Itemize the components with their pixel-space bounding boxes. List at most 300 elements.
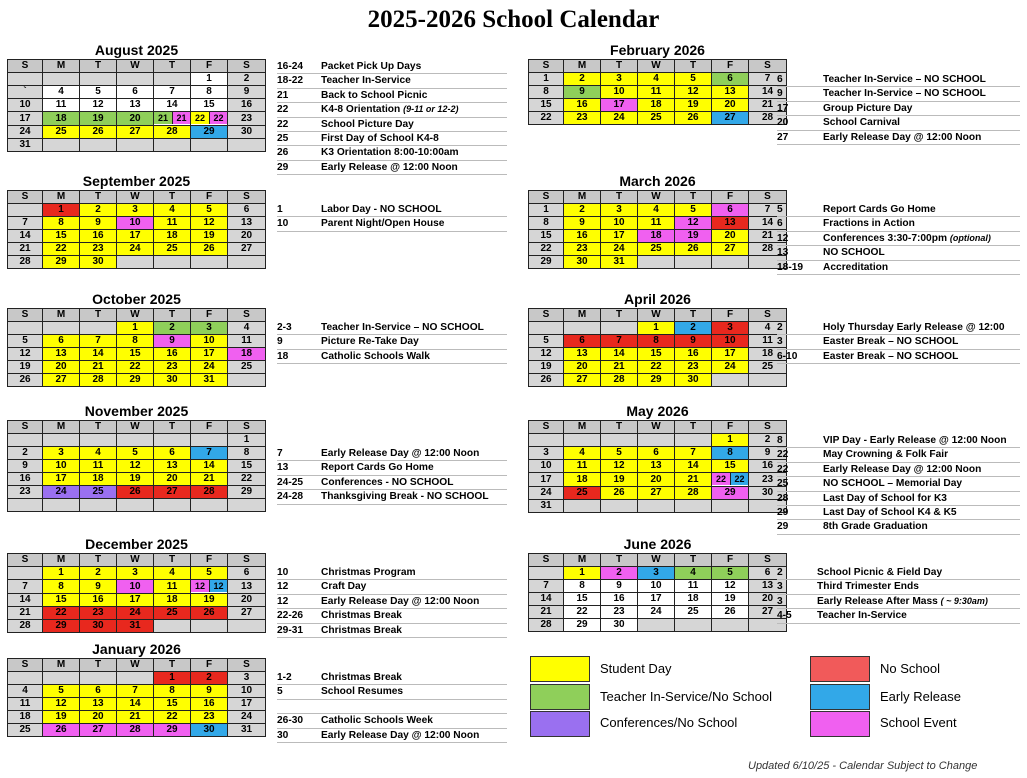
weekday-header: W: [638, 60, 675, 73]
legend-label: Conferences/No School: [600, 715, 738, 730]
month-block: [528, 173, 787, 269]
day-cell: 8: [638, 335, 675, 348]
event-date: 2-3: [277, 322, 292, 333]
month-title: June 2026: [623, 536, 692, 552]
event-note: (9-11 or 12-2): [403, 104, 459, 115]
week-row: [529, 86, 787, 99]
day-cell: 23: [154, 361, 191, 374]
event-date: 26: [277, 147, 289, 159]
day-cell: 10: [601, 86, 638, 99]
week-row: [529, 374, 787, 387]
weekday-header: F: [712, 60, 749, 73]
day-cell: [749, 374, 787, 387]
event-item: [277, 60, 507, 74]
day-cell: 12: [117, 460, 154, 473]
weekday-header: M: [43, 309, 80, 322]
event-item: [777, 520, 1020, 534]
day-cell: 5: [601, 447, 638, 460]
event-item: [277, 335, 507, 349]
event-title: Teacher In-Service: [817, 610, 907, 622]
event-date: 20: [777, 117, 789, 129]
day-cell: [154, 139, 191, 152]
day-cell: 27: [117, 126, 154, 139]
day-cell: 5: [80, 86, 117, 99]
week-row: [8, 698, 266, 711]
event-title: Accreditation: [823, 261, 889, 273]
day-cell: 23: [191, 711, 228, 724]
month-grid: [7, 59, 266, 152]
day-cell: 21: [191, 473, 228, 486]
day-cell: 25: [228, 361, 266, 374]
day-cell: 5: [43, 685, 80, 698]
event-date: 12: [277, 595, 289, 607]
day-cell: [191, 499, 228, 512]
day-cell: 16: [8, 473, 43, 486]
week-row: [8, 322, 266, 335]
event-item: [277, 74, 507, 88]
day-cell: 4: [154, 567, 191, 580]
weekday-header: M: [43, 421, 80, 434]
day-cell: 2: [675, 322, 712, 335]
day-cell: 22: [638, 361, 675, 374]
day-cell: 5: [8, 335, 43, 348]
day-cell: 16: [675, 348, 712, 361]
day-cell: [675, 434, 712, 447]
event-date: 7: [277, 448, 283, 459]
week-row: [529, 460, 787, 473]
day-cell: 30: [228, 126, 266, 139]
day-cell: 27: [564, 374, 601, 387]
week-row: [8, 447, 266, 460]
day-cell: 4: [675, 567, 712, 580]
day-cell: [117, 672, 154, 685]
day-cell: 17: [43, 473, 80, 486]
month-block: [7, 536, 266, 633]
day-cell: 12: [8, 348, 43, 361]
day-cell: 18: [154, 230, 191, 243]
week-row: [529, 322, 787, 335]
event-title: K4-8 Orientation: [321, 104, 401, 116]
day-cell: 14: [80, 348, 117, 361]
weekday-header: S: [8, 191, 43, 204]
day-cell: 18: [564, 473, 601, 487]
day-cell: 25: [564, 487, 601, 500]
day-cell: 4: [638, 73, 675, 86]
weekday-header: T: [675, 191, 712, 204]
day-cell: 11: [564, 460, 601, 473]
event-item: [777, 609, 1020, 623]
weekday-header: F: [191, 191, 228, 204]
day-cell: 29: [529, 256, 564, 269]
day-cell: 2: [228, 73, 266, 86]
day-cell: 1: [564, 567, 601, 580]
day-cell: 2: [564, 204, 601, 217]
day-cell: 7: [529, 580, 564, 593]
day-cell: 13: [638, 460, 675, 473]
day-cell: [8, 204, 43, 217]
weekday-header: S: [8, 421, 43, 434]
event-title: Last Day of School K4 & K5: [823, 506, 957, 518]
day-cell: 14: [675, 460, 712, 473]
day-cell: 21: [749, 230, 787, 243]
event-item: [277, 566, 507, 580]
event-date: 18-22: [277, 75, 304, 87]
day-cell: 7: [749, 73, 787, 86]
event-date: 22: [777, 449, 789, 461]
weekday-header: T: [601, 309, 638, 322]
week-row: [529, 447, 787, 460]
weekday-header: F: [191, 421, 228, 434]
event-item: [777, 232, 1020, 246]
day-cell: 27: [749, 606, 787, 619]
day-cell: 27: [154, 486, 191, 499]
event-title: Early Release Day @ 12:00 Noon: [321, 448, 480, 459]
day-cell: 17: [117, 594, 154, 607]
event-item: [777, 492, 1020, 506]
week-row: [8, 217, 266, 230]
event-item: [777, 566, 1020, 580]
day-cell: 5: [675, 204, 712, 217]
weekday-header: W: [117, 309, 154, 322]
event-date: 3: [777, 581, 783, 593]
day-cell: 1: [712, 434, 749, 447]
event-item: [777, 350, 1020, 364]
day-cell: 11: [43, 99, 80, 112]
day-cell: 15: [529, 99, 564, 112]
day-cell: [712, 473, 749, 487]
event-item: [277, 146, 507, 160]
day-cell: 9: [80, 217, 117, 230]
legend-label: Early Release: [880, 689, 961, 704]
month-grid: [528, 420, 787, 513]
day-cell: [43, 499, 80, 512]
weekday-header: W: [638, 191, 675, 204]
day-cell: [638, 619, 675, 632]
day-cell: 7: [191, 447, 228, 460]
week-row: [8, 580, 266, 594]
day-cell: 1: [117, 322, 154, 335]
weekday-header: S: [749, 421, 787, 434]
event-title: Early Release @ 12:00 Noon: [321, 161, 458, 173]
weekday-header: T: [601, 421, 638, 434]
day-cell: 14: [154, 99, 191, 112]
event-list: [777, 321, 1020, 364]
weekday-header: W: [117, 659, 154, 672]
day-cell: 27: [43, 374, 80, 387]
day-cell: 18: [8, 711, 43, 724]
event-date: 27: [777, 131, 789, 143]
weekday-header: S: [529, 554, 564, 567]
day-cell: 6: [712, 204, 749, 217]
day-cell: 12: [712, 580, 749, 593]
month-block: [7, 173, 266, 269]
weekday-header: F: [712, 554, 749, 567]
day-cell: [43, 73, 80, 86]
event-date: 3: [777, 595, 783, 607]
week-row: [8, 567, 266, 580]
week-row: [8, 724, 266, 737]
day-cell: 13: [154, 460, 191, 473]
event-item: [777, 321, 1020, 335]
day-cell: 18: [638, 99, 675, 112]
day-cell: [601, 500, 638, 513]
weekday-header: F: [712, 421, 749, 434]
day-cell: 20: [228, 594, 266, 607]
weekday-header: F: [191, 309, 228, 322]
day-cell: 10: [529, 460, 564, 473]
day-cell: [117, 139, 154, 152]
event-item: [277, 217, 507, 231]
day-cell: 15: [117, 348, 154, 361]
day-cell: 21: [117, 711, 154, 724]
event-title: First Day of School K4-8: [321, 132, 439, 144]
day-cell: 27: [228, 243, 266, 256]
day-cell: 22: [228, 473, 266, 486]
day-cell: 13: [712, 217, 749, 230]
event-list: [777, 566, 1020, 624]
day-cell: 15: [564, 593, 601, 606]
day-cell-half: 21: [154, 112, 172, 124]
day-cell: 23: [80, 607, 117, 620]
day-cell: 6: [749, 567, 787, 580]
weekday-header: S: [8, 554, 43, 567]
day-cell: 26: [529, 374, 564, 387]
day-cell: 11: [638, 86, 675, 99]
day-cell: 22: [154, 711, 191, 724]
day-cell: 27: [228, 607, 266, 620]
event-date: 16-24: [277, 61, 304, 72]
event-title: Packet Pick Up Days: [321, 61, 422, 72]
day-cell: [638, 434, 675, 447]
day-cell: 7: [8, 580, 43, 594]
weekday-header: W: [638, 421, 675, 434]
day-cell: 10: [601, 217, 638, 230]
event-item: [777, 116, 1020, 130]
day-cell: 9: [675, 335, 712, 348]
day-cell: 1: [529, 73, 564, 86]
day-cell: [8, 73, 43, 86]
day-cell: 14: [117, 698, 154, 711]
day-cell: 17: [529, 473, 564, 487]
month-grid: [7, 658, 266, 737]
day-cell: [154, 434, 191, 447]
legend-swatch-teacher-inservice: [530, 684, 590, 710]
weekday-header: W: [117, 554, 154, 567]
weekday-header: M: [564, 309, 601, 322]
day-cell: 29: [43, 620, 80, 633]
week-row: [529, 434, 787, 447]
day-cell: 12: [675, 217, 712, 230]
event-title: Easter Break – NO SCHOOL: [823, 350, 959, 362]
week-row: [529, 73, 787, 86]
event-title: Christmas Break: [321, 610, 402, 622]
weekday-header: M: [43, 659, 80, 672]
week-row: [8, 139, 266, 152]
day-cell: 6: [154, 447, 191, 460]
week-row: [8, 620, 266, 633]
month-grid: [7, 553, 266, 633]
event-item: [277, 700, 507, 714]
event-title: Teacher In-Service: [321, 75, 411, 87]
day-cell: 1: [529, 204, 564, 217]
day-cell: 27: [712, 112, 749, 125]
day-cell: [564, 434, 601, 447]
day-cell: 30: [80, 620, 117, 633]
day-cell: 31: [8, 139, 43, 152]
day-cell: 30: [749, 487, 787, 500]
day-cell-half: 21: [172, 112, 190, 124]
day-cell: [43, 672, 80, 685]
day-cell: [117, 434, 154, 447]
day-cell: 28: [8, 256, 43, 269]
day-cell-half: 22: [191, 112, 209, 124]
month-block: [7, 641, 266, 737]
weekday-header: S: [749, 191, 787, 204]
day-cell: 22: [117, 361, 154, 374]
day-cell: 3: [117, 204, 154, 217]
event-item: [277, 89, 507, 103]
event-list: [777, 434, 1020, 535]
weekday-header: S: [228, 659, 266, 672]
day-cell: 24: [601, 112, 638, 125]
event-item: [277, 671, 507, 685]
day-cell: 16: [564, 230, 601, 243]
day-cell: 28: [749, 112, 787, 125]
event-title: Catholic Schools Week: [321, 715, 433, 727]
event-title: Third Trimester Ends: [817, 581, 919, 593]
event-item: [777, 595, 1020, 609]
day-cell: 15: [154, 698, 191, 711]
week-row: [8, 685, 266, 698]
day-cell: 5: [191, 567, 228, 580]
day-cell: [80, 499, 117, 512]
weekday-header: T: [80, 421, 117, 434]
week-row: [529, 361, 787, 374]
event-title: Craft Day: [321, 581, 367, 593]
day-cell: 29: [154, 724, 191, 737]
event-date: 26-30: [277, 715, 304, 727]
day-cell: 20: [749, 593, 787, 606]
event-item: [277, 609, 507, 623]
day-cell: [8, 672, 43, 685]
day-cell: 20: [228, 230, 266, 243]
event-list: [277, 321, 507, 364]
month-title: December 2025: [85, 536, 188, 552]
day-cell: 25: [154, 243, 191, 256]
day-cell: [712, 256, 749, 269]
day-cell: [117, 73, 154, 86]
event-list: [277, 566, 507, 638]
weekday-header: T: [601, 191, 638, 204]
day-cell: 26: [80, 126, 117, 139]
day-cell: [191, 139, 228, 152]
day-cell: [712, 619, 749, 632]
weekday-header: W: [638, 309, 675, 322]
day-cell: [675, 256, 712, 269]
legend-swatch-early-release: [810, 684, 870, 710]
day-cell: 28: [675, 487, 712, 500]
month-title: August 2025: [94, 42, 179, 58]
weekday-header: F: [191, 60, 228, 73]
week-row: [8, 486, 266, 499]
day-cell-half: 22: [712, 473, 730, 485]
event-item: [277, 350, 507, 364]
week-row: [8, 335, 266, 348]
month-block: [528, 536, 787, 632]
month-title: February 2026: [610, 42, 705, 58]
event-title: K3 Orientation 8:00-10:00am: [321, 147, 459, 159]
day-cell: 10: [43, 460, 80, 473]
event-date: 24-25: [277, 476, 304, 488]
month-title: January 2026: [92, 641, 181, 657]
day-cell: 17: [8, 112, 43, 126]
day-cell: 19: [191, 594, 228, 607]
day-cell: 21: [529, 606, 564, 619]
month-grid: [7, 190, 266, 269]
event-date: 17: [777, 102, 789, 114]
day-cell: [529, 567, 564, 580]
day-cell: [8, 499, 43, 512]
event-date: 13: [277, 462, 289, 474]
weekday-header: S: [228, 191, 266, 204]
day-cell: 1: [638, 322, 675, 335]
weekday-header: W: [638, 554, 675, 567]
day-cell: 9: [191, 685, 228, 698]
event-title: Conferences 3:30-7:00pm: [823, 232, 947, 244]
week-row: [529, 348, 787, 361]
day-cell: 30: [601, 619, 638, 632]
day-cell: 2: [154, 322, 191, 335]
day-cell: 1: [43, 204, 80, 217]
week-row: [8, 243, 266, 256]
weekday-header: T: [675, 60, 712, 73]
event-date: 28: [777, 492, 789, 504]
day-cell: 11: [154, 217, 191, 230]
day-cell: [43, 322, 80, 335]
day-cell: 23: [80, 243, 117, 256]
weekday-header: T: [154, 60, 191, 73]
day-cell: [564, 500, 601, 513]
weekday-header: T: [675, 421, 712, 434]
weekday-header: S: [749, 60, 787, 73]
day-cell: [675, 500, 712, 513]
day-cell: [80, 672, 117, 685]
week-row: [8, 594, 266, 607]
day-cell: 30: [564, 256, 601, 269]
event-item: [777, 477, 1020, 491]
weekday-header: S: [8, 309, 43, 322]
week-row: [529, 335, 787, 348]
footer-note: Updated 6/10/25 - Calendar Subject to Change: [748, 760, 978, 772]
week-row: [8, 361, 266, 374]
event-item: [277, 729, 507, 743]
weekday-header: T: [675, 554, 712, 567]
day-cell: 29: [43, 256, 80, 269]
event-title: Report Cards Go Home: [823, 204, 936, 215]
page-title: 2025-2026 School Calendar: [367, 6, 660, 33]
day-cell: 16: [80, 594, 117, 607]
day-cell: 24: [117, 243, 154, 256]
day-cell: 13: [749, 580, 787, 593]
week-row: [529, 593, 787, 606]
week-row: [8, 112, 266, 126]
day-cell: 25: [675, 606, 712, 619]
weekday-header: S: [529, 60, 564, 73]
day-cell: 19: [117, 473, 154, 486]
event-title: School Carnival: [823, 117, 900, 129]
event-date: 3: [777, 336, 783, 348]
event-date: 22: [277, 104, 289, 116]
